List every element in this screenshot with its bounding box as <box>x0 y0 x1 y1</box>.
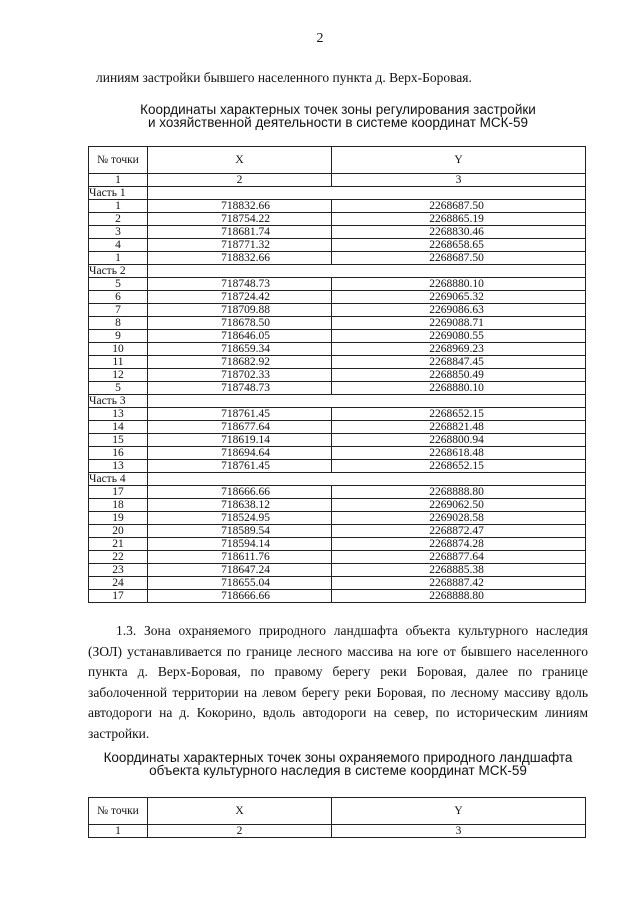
coord-x-cell <box>148 447 332 460</box>
coord-y: 2268880.10 <box>429 277 484 290</box>
coord-x: 718724.42 <box>221 290 270 303</box>
point-number-cell <box>89 434 148 447</box>
point-number-cell <box>89 538 148 551</box>
coord-x-cell <box>148 239 332 252</box>
point-number-cell <box>89 317 148 330</box>
point-number-cell <box>89 252 148 265</box>
numbering-n: 1 <box>89 174 148 187</box>
table1-body <box>89 174 586 603</box>
coord-y: 2268687.50 <box>429 251 484 264</box>
table-row <box>89 213 586 226</box>
coord-y: 2268850.49 <box>429 368 484 381</box>
coord-y-cell <box>332 317 586 330</box>
part-empty-cell <box>148 395 586 408</box>
point-number-cell <box>89 460 148 473</box>
coord-x-cell <box>148 317 332 330</box>
numbering-x: 2 <box>148 174 332 187</box>
table2-numbering-row <box>89 825 586 838</box>
point-number-cell <box>89 356 148 369</box>
coord-y-cell <box>332 252 586 265</box>
coord-y-cell <box>332 434 586 447</box>
point-number-cell <box>89 421 148 434</box>
coord-y: 2269028.58 <box>429 511 484 524</box>
coord-y: 2268877.64 <box>429 550 484 563</box>
point-number-cell <box>89 577 148 590</box>
point-number: 22 <box>112 550 124 563</box>
point-number-cell <box>89 590 148 603</box>
point-number: 6 <box>115 290 121 303</box>
coord-y: 2268888.80 <box>429 485 484 498</box>
table-part-row <box>89 395 586 408</box>
coord-x-cell <box>148 304 332 317</box>
table-row <box>89 252 586 265</box>
coord-x: 718681.74 <box>221 225 270 238</box>
part-label: Часть 2 <box>89 265 148 278</box>
coord-x-cell <box>148 512 332 525</box>
intro-line: линиям застройки бывшего населенного пункта д. Верх-Боровая. <box>96 70 472 85</box>
table1-header-row <box>89 147 586 174</box>
coord-x-cell <box>148 343 332 356</box>
coord-y-cell <box>332 343 586 356</box>
point-number: 17 <box>112 485 124 498</box>
coord-x-cell <box>148 382 332 395</box>
coord-y-cell <box>332 525 586 538</box>
point-number: 5 <box>115 277 121 290</box>
table2-title-line1: Координаты характерных точек зоны охраняемого природного ландшафта <box>103 750 573 765</box>
table-row <box>89 499 586 512</box>
coord-x: 718761.45 <box>221 407 270 420</box>
point-number-cell <box>89 486 148 499</box>
point-number-cell <box>89 447 148 460</box>
table-row <box>89 486 586 499</box>
table-row <box>89 343 586 356</box>
coord-y-cell <box>332 421 586 434</box>
coord-x: 718619.14 <box>221 433 270 446</box>
header-y: Y <box>332 147 586 174</box>
coord-x-cell <box>148 460 332 473</box>
point-number: 17 <box>112 589 124 602</box>
point-number: 13 <box>112 407 124 420</box>
coord-x: 718524.95 <box>221 511 270 524</box>
point-number: 19 <box>112 511 124 524</box>
coord-y: 2268874.28 <box>429 537 484 550</box>
coord-y: 2268888.80 <box>429 589 484 602</box>
coord-y-cell <box>332 356 586 369</box>
point-number-cell <box>89 226 148 239</box>
coord-y: 2268880.10 <box>429 381 484 394</box>
coord-x: 718647.24 <box>221 563 270 576</box>
point-number: 10 <box>112 342 124 355</box>
coord-x: 718666.66 <box>221 589 270 602</box>
point-number-cell <box>89 408 148 421</box>
table-row <box>89 512 586 525</box>
coord-x-cell <box>148 590 332 603</box>
part-label: Часть 1 <box>89 187 148 200</box>
coord-x-cell <box>148 369 332 382</box>
point-number-cell <box>89 512 148 525</box>
table-row <box>89 304 586 317</box>
point-number-cell <box>89 564 148 577</box>
coord-x: 718682.92 <box>221 355 270 368</box>
coord-x-cell <box>148 538 332 551</box>
coord-x: 718655.04 <box>221 576 270 589</box>
table-row <box>89 590 586 603</box>
header-point-number: № точки <box>89 798 148 825</box>
table1-title <box>88 103 588 129</box>
table2-header-row <box>89 798 586 825</box>
point-number: 12 <box>112 368 124 381</box>
coord-y-cell <box>332 538 586 551</box>
point-number: 23 <box>112 563 124 576</box>
coordinates-table-1 <box>88 146 586 603</box>
coord-x-cell <box>148 252 332 265</box>
point-number: 14 <box>112 420 124 433</box>
coord-x-cell <box>148 200 332 213</box>
paragraph-1-3 <box>88 621 588 744</box>
coord-y-cell <box>332 577 586 590</box>
point-number: 11 <box>112 355 124 368</box>
coord-y-cell <box>332 460 586 473</box>
coord-y-cell <box>332 278 586 291</box>
coord-x: 718748.73 <box>221 381 270 394</box>
coord-y: 2268687.50 <box>429 199 484 212</box>
coord-y: 2268618.48 <box>429 446 484 459</box>
table-row <box>89 356 586 369</box>
point-number-cell <box>89 213 148 226</box>
paragraph-text: 1.3. Зона охраняемого природного ландшафта объекта культурного наследия (ЗОЛ) устанавливается по границе лесного массива на юге от бывшего населенного пункта д. Верх-Боровая, по правому берегу реки Боровая, далее по границе заболоченной территории на левом берегу реки Боровая, по лесному массиву вдоль автодороги на д. Кокорино, вдоль автодороги на север, по историческим линиям застройки. <box>88 623 588 741</box>
coord-y: 2269086.63 <box>429 303 484 316</box>
table1-title-line1: Координаты характерных точек зоны регулирования застройки <box>140 102 536 117</box>
coord-y: 2268830.46 <box>429 225 484 238</box>
coordinates-table-2 <box>88 797 586 838</box>
coord-x: 718754.22 <box>221 212 270 225</box>
coord-y: 2269080.55 <box>429 329 484 342</box>
point-number-cell <box>89 382 148 395</box>
coord-y-cell <box>332 226 586 239</box>
coord-x: 718771.32 <box>221 238 270 251</box>
coord-y-cell <box>332 200 586 213</box>
coord-x-cell <box>148 499 332 512</box>
coord-y-cell <box>332 291 586 304</box>
coord-y-cell <box>332 213 586 226</box>
point-number: 24 <box>112 576 124 589</box>
point-number-cell <box>89 330 148 343</box>
table2-title <box>88 751 588 777</box>
table-row <box>89 382 586 395</box>
coord-x-cell <box>148 577 332 590</box>
coord-x-cell <box>148 356 332 369</box>
table-row <box>89 317 586 330</box>
header-y: Y <box>332 798 586 825</box>
point-number: 7 <box>115 303 121 316</box>
coord-y: 2268652.15 <box>429 407 484 420</box>
table-row <box>89 330 586 343</box>
part-empty-cell <box>148 473 586 486</box>
table-part-row <box>89 473 586 486</box>
point-number-cell <box>89 525 148 538</box>
coord-x-cell <box>148 421 332 434</box>
coord-x: 718748.73 <box>221 277 270 290</box>
point-number: 20 <box>112 524 124 537</box>
table-row <box>89 239 586 252</box>
point-number-cell <box>89 291 148 304</box>
coord-y: 2268821.48 <box>429 420 484 433</box>
table-row <box>89 538 586 551</box>
coord-y-cell <box>332 590 586 603</box>
coord-x: 718677.64 <box>221 420 270 433</box>
coord-y-cell <box>332 239 586 252</box>
part-label: Часть 4 <box>89 473 148 486</box>
coord-x: 718832.66 <box>221 251 270 264</box>
table-part-row <box>89 187 586 200</box>
table-row <box>89 434 586 447</box>
point-number: 15 <box>112 433 124 446</box>
point-number-cell <box>89 551 148 564</box>
table-row <box>89 551 586 564</box>
coord-x: 718678.50 <box>221 316 270 329</box>
table1-numbering-row <box>89 174 586 187</box>
point-number: 9 <box>115 329 121 342</box>
coord-x: 718709.88 <box>221 303 270 316</box>
coord-y-cell <box>332 551 586 564</box>
table1-title-line2: и хозяйственной деятельности в системе координат МСК-59 <box>147 115 529 130</box>
table-part-row <box>89 265 586 278</box>
point-number: 13 <box>112 459 124 472</box>
point-number: 8 <box>115 316 121 329</box>
coord-x: 718659.34 <box>221 342 270 355</box>
table-row <box>89 200 586 213</box>
table2-title-line2: объекта культурного наследия в системе координат МСК-59 <box>149 763 527 778</box>
coord-x-cell <box>148 291 332 304</box>
numbering-n: 1 <box>89 825 148 838</box>
header-x: X <box>148 147 332 174</box>
numbering-x: 2 <box>148 825 332 838</box>
coord-x-cell <box>148 213 332 226</box>
coord-x: 718666.66 <box>221 485 270 498</box>
coord-y-cell <box>332 486 586 499</box>
coord-x-cell <box>148 564 332 577</box>
point-number: 18 <box>112 498 124 511</box>
coord-x-cell <box>148 434 332 447</box>
header-x: X <box>148 798 332 825</box>
table-row <box>89 278 586 291</box>
coord-y-cell <box>332 499 586 512</box>
point-number-cell <box>89 278 148 291</box>
coord-y: 2268865.19 <box>429 212 484 225</box>
coord-y-cell <box>332 304 586 317</box>
coord-y: 2268652.15 <box>429 459 484 472</box>
table-row <box>89 564 586 577</box>
coord-y: 2268800.94 <box>429 433 484 446</box>
coord-y-cell <box>332 408 586 421</box>
numbering-y: 3 <box>332 825 586 838</box>
table-row <box>89 421 586 434</box>
coord-y: 2268885.38 <box>429 563 484 576</box>
part-empty-cell <box>148 265 586 278</box>
point-number-cell <box>89 200 148 213</box>
coord-y-cell <box>332 382 586 395</box>
coord-y: 2268872.47 <box>429 524 484 537</box>
point-number: 5 <box>115 381 121 394</box>
table-row <box>89 291 586 304</box>
coord-x-cell <box>148 525 332 538</box>
coord-y-cell <box>332 330 586 343</box>
point-number-cell <box>89 239 148 252</box>
coord-x-cell <box>148 408 332 421</box>
coord-x-cell <box>148 330 332 343</box>
point-number: 1 <box>115 251 121 264</box>
table-row <box>89 577 586 590</box>
table-row <box>89 408 586 421</box>
table-row <box>89 460 586 473</box>
coord-x: 718702.33 <box>221 368 270 381</box>
coord-x-cell <box>148 551 332 564</box>
coord-x: 718589.54 <box>221 524 270 537</box>
part-label: Часть 3 <box>89 395 148 408</box>
point-number: 2 <box>115 212 121 225</box>
coord-y-cell <box>332 369 586 382</box>
coord-x: 718638.12 <box>221 498 270 511</box>
coord-x-cell <box>148 226 332 239</box>
table-row <box>89 525 586 538</box>
coord-x-cell <box>148 486 332 499</box>
coord-x: 718694.64 <box>221 446 270 459</box>
coord-y: 2268847.45 <box>429 355 484 368</box>
coord-y-cell <box>332 512 586 525</box>
numbering-y: 3 <box>332 174 586 187</box>
coord-x: 718611.76 <box>221 550 270 563</box>
table-row <box>89 447 586 460</box>
point-number: 16 <box>112 446 124 459</box>
point-number: 21 <box>112 537 124 550</box>
header-point-number: № точки <box>89 147 148 174</box>
coord-x: 718832.66 <box>221 199 270 212</box>
table-row <box>89 369 586 382</box>
coord-y-cell <box>332 564 586 577</box>
coord-y-cell <box>332 447 586 460</box>
point-number-cell <box>89 304 148 317</box>
coord-x: 718594.14 <box>221 537 270 550</box>
coord-x-cell <box>148 278 332 291</box>
coord-x: 718761.45 <box>221 459 270 472</box>
part-empty-cell <box>148 187 586 200</box>
coord-y: 2269065.32 <box>429 290 484 303</box>
point-number: 4 <box>115 238 121 251</box>
coord-y: 2268969.23 <box>429 342 484 355</box>
coord-y: 2269088.71 <box>429 316 484 329</box>
point-number: 3 <box>115 225 121 238</box>
coord-y: 2268887.42 <box>429 576 484 589</box>
coord-y: 2269062.50 <box>429 498 484 511</box>
page-number: 2 <box>316 31 324 46</box>
point-number-cell <box>89 369 148 382</box>
point-number-cell <box>89 343 148 356</box>
point-number: 1 <box>115 199 121 212</box>
coord-x: 718646.05 <box>221 329 270 342</box>
coord-y: 2268658.65 <box>429 238 484 251</box>
point-number-cell <box>89 499 148 512</box>
table-row <box>89 226 586 239</box>
